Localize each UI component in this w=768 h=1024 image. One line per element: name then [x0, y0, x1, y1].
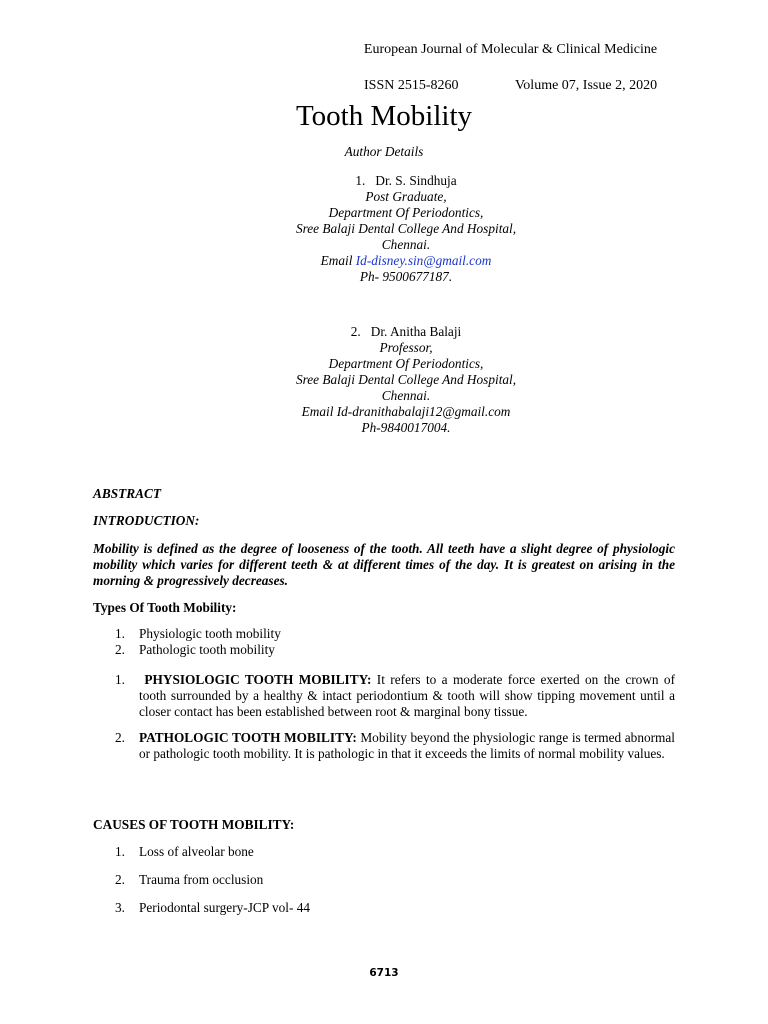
list-number: 1. — [115, 844, 125, 859]
list-text: Loss of alveolar bone — [139, 844, 254, 859]
author-email-text: Id-dranithabalaji12@gmail.com — [336, 404, 511, 419]
list-number: 1. — [115, 626, 125, 641]
page-number: 6713 — [369, 967, 399, 979]
definition-term: PHYSIOLOGIC TOOTH MOBILITY: — [144, 672, 372, 687]
causes-list-item-1 — [93, 844, 675, 860]
introduction-heading: INTRODUCTION: — [93, 513, 200, 528]
volume-issue: Volume 07, Issue 2, 2020 — [515, 78, 658, 93]
author-role: Post Graduate, — [365, 189, 447, 204]
definition-pathologic — [93, 730, 675, 762]
author-role: Professor, — [379, 340, 433, 355]
author-department: Department Of Periodontics, — [328, 205, 484, 220]
author-college: Sree Balaji Dental College And Hospital, — [295, 372, 517, 387]
author-email-line — [0, 404, 768, 420]
types-list — [93, 626, 675, 658]
author-name-text: Dr. S. Sindhuja — [375, 173, 457, 188]
author-email-link[interactable]: Id-disney.sin@gmail.com — [355, 253, 492, 268]
author-details-label: Author Details — [344, 144, 424, 159]
issn-volume-row — [357, 62, 658, 94]
author-phone: Ph-9840017004. — [361, 420, 451, 435]
causes-heading: CAUSES OF TOOTH MOBILITY: — [93, 817, 295, 832]
page-title: Tooth Mobility — [295, 100, 472, 132]
list-number: 2. — [115, 730, 125, 745]
list-number: 2. — [115, 642, 125, 657]
list-item — [93, 642, 675, 658]
list-number: 1. — [115, 672, 125, 687]
list-item — [93, 626, 675, 642]
list-item — [93, 900, 675, 916]
list-text: Physiologic tooth mobility — [139, 626, 281, 641]
journal-name: European Journal of Molecular & Clinical Medicine — [363, 42, 658, 57]
author-department: Department Of Periodontics, — [328, 356, 484, 371]
list-item — [93, 872, 675, 888]
author-email-line — [0, 253, 768, 269]
list-number: 2. — [115, 872, 125, 887]
list-item — [93, 844, 675, 860]
definition-physiologic — [93, 672, 675, 720]
email-label: Email — [301, 404, 337, 419]
email-label: Email — [320, 253, 356, 268]
author-name-text: Dr. Anitha Balaji — [370, 324, 462, 339]
author-block-1 — [0, 173, 768, 285]
author-number: 2. — [350, 324, 361, 339]
causes-list-item-2 — [93, 872, 675, 888]
author-city: Chennai. — [381, 237, 431, 252]
list-item — [93, 730, 675, 762]
author-name — [0, 324, 768, 340]
list-text: Periodontal surgery-JCP vol- 44 — [139, 900, 311, 915]
list-text: Trauma from occlusion — [139, 872, 264, 887]
definition-text: It refers to a moderate force exerted on the crown of tooth surrounded by a healthy & intact periodontium & tooth will show tipping movement until a closer contact has been established between root & marginal bony tissue. — [139, 672, 676, 719]
causes-list-item-3 — [93, 900, 675, 916]
types-heading: Types Of Tooth Mobility: — [93, 600, 237, 615]
introduction-text: Mobility is defined as the degree of looseness of the tooth. All teeth have a slight degree of physiologic mobility which varies for different teeth & at different times of the day. It is greatest on arising in the morning & progressively decreases. — [93, 541, 675, 588]
author-phone: Ph- 9500677187. — [359, 269, 453, 284]
issn: ISSN 2515-8260 — [364, 78, 459, 93]
author-block-2 — [0, 324, 768, 436]
author-college: Sree Balaji Dental College And Hospital, — [295, 221, 517, 236]
definition-term: PATHOLOGIC TOOTH MOBILITY: — [139, 730, 357, 745]
list-text: Pathologic tooth mobility — [139, 642, 275, 657]
author-name — [0, 173, 768, 189]
list-number: 3. — [115, 900, 125, 915]
definition-text: Mobility beyond the physiologic range is termed abnormal or pathologic tooth mobility. It is pathologic in that it exceeds the limits of normal mobility values. — [139, 730, 675, 761]
author-city: Chennai. — [381, 388, 431, 403]
abstract-heading: ABSTRACT — [93, 486, 161, 501]
list-item — [93, 672, 675, 720]
author-number: 1. — [355, 173, 366, 188]
